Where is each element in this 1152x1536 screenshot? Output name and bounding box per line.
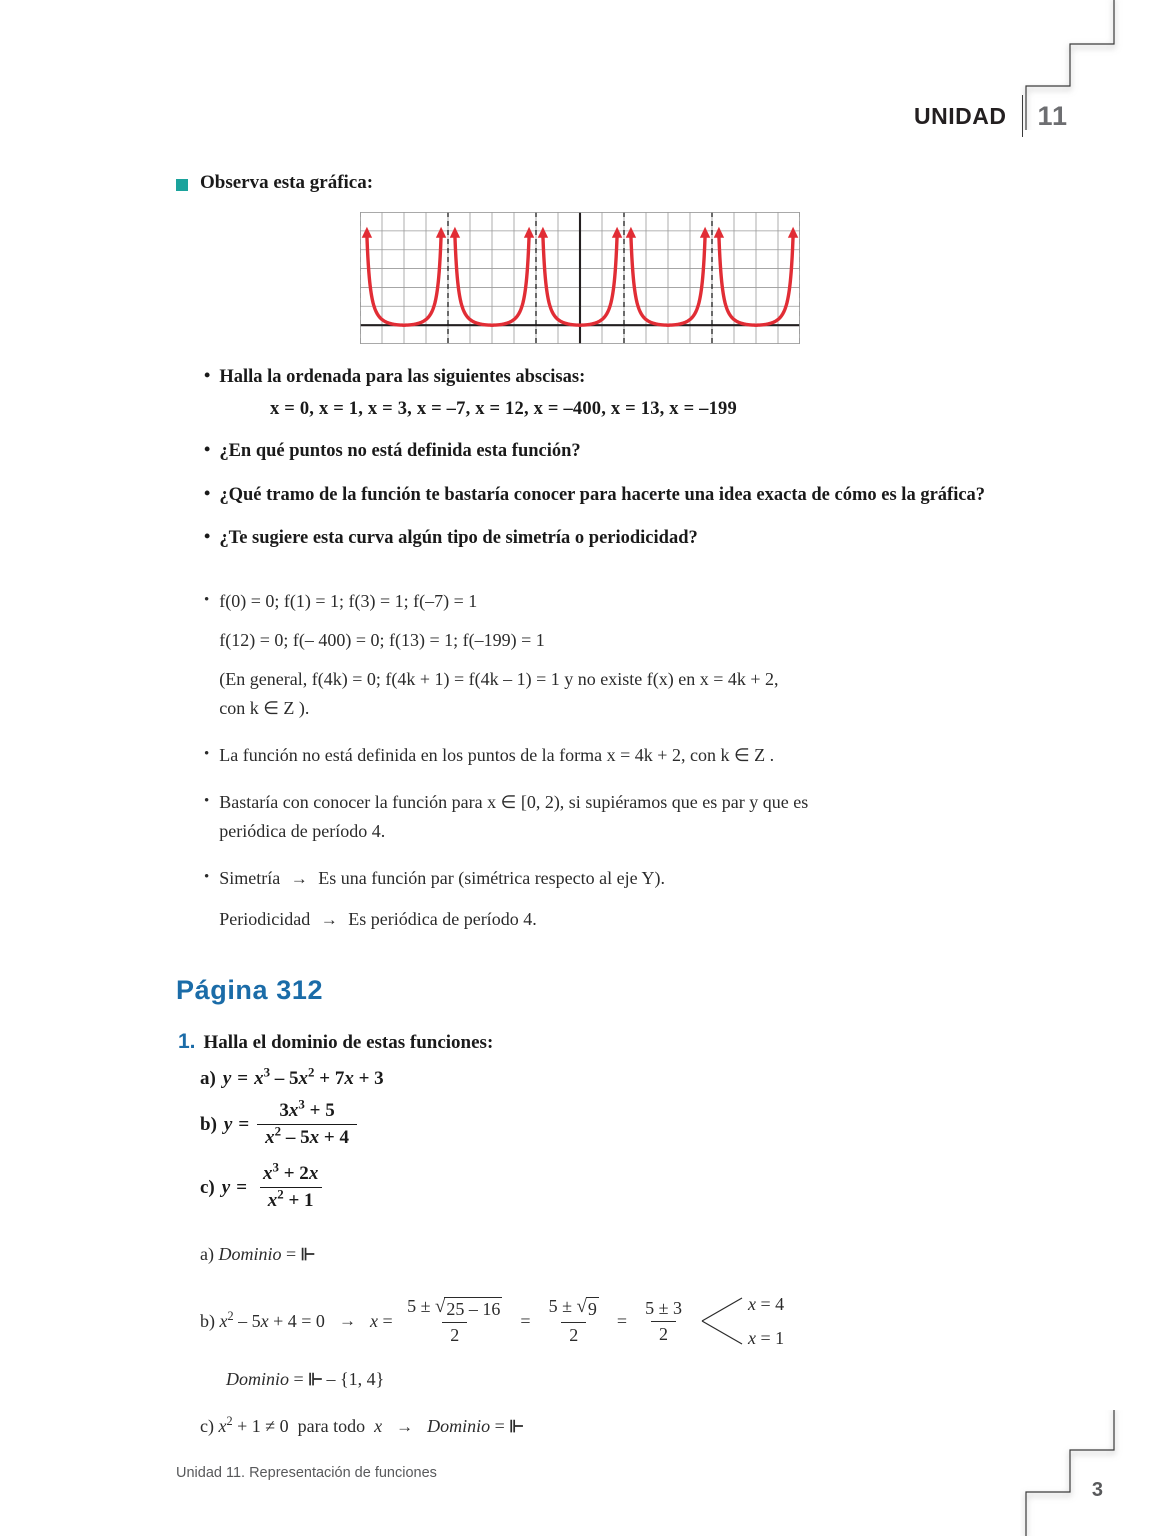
exercise-prompt: Halla el dominio de estas funciones: [203, 1032, 494, 1053]
solution-b-fraction-3: $\frac{5 \pm 3}{2}$ [645, 1297, 682, 1344]
question-item [204, 482, 994, 508]
statement-c: c) y = $\frac{x^3 + 2x}{x^2 + 1}$ [200, 1163, 700, 1212]
solution-b-branch [700, 1287, 784, 1355]
solution-b-root-1: x = 4 [747, 1294, 785, 1314]
unit-number: 11 [1037, 100, 1068, 131]
unit-divider [1022, 95, 1023, 137]
statement-c-label: c) [200, 1176, 215, 1198]
real-numbers-symbol: ⊩ [300, 1244, 315, 1264]
answer-values-line-1: f(0) = 0; f(1) = 1; f(3) = 1; f(–7) = 1 [219, 591, 478, 611]
page-number: 3 [1091, 1479, 1103, 1501]
statement-a-label: a) [200, 1068, 216, 1089]
page-section-heading: Página 312 [176, 975, 324, 1005]
solution-b: b) $x^2 - 5x + 4 = 0$ → x = 5 ± √ 25 – 16 2 = 5 ± √ 9 2 = $\frac{5 \pm 3}{2}$ x = 4 x = 1 [200, 1287, 1000, 1355]
question-item [204, 438, 994, 464]
statement-a-rhs: $x^3 - 5x^2 + 7x + 3$ [254, 1064, 384, 1089]
bullet-dot-icon: • [204, 525, 211, 546]
statement-b: b) y = $\frac{3x^3 + 5}{x^2 - 5x + 4}$ [200, 1100, 700, 1149]
answer-list [204, 588, 1004, 935]
corner-decoration-bottom-right [1020, 1410, 1152, 1536]
bullet-dot-icon: • [204, 592, 210, 608]
exercise-number: 1. [178, 1030, 196, 1053]
solution-b-fraction-2: 5 ± √ 9 2 [548, 1296, 597, 1346]
answer-enough-line-1: Bastaría con conocer la función para x ∈ [0, 2), si supiéramos que es par y que es [219, 792, 809, 812]
answer-item-symmetry [204, 865, 1004, 935]
question-text: ¿Te sugiere esta curva algún tipo de simetría o periodicidad? [219, 527, 698, 548]
bullet-dot-icon: • [204, 439, 211, 460]
statement-b-denominator: $x^2 - 5x + 4$ [257, 1124, 357, 1149]
question-text: Halla la ordenada para las siguientes abscisas: [219, 367, 586, 387]
branch-lines-icon [700, 1293, 744, 1349]
question-text: ¿En qué puntos no está definida esta función? [219, 441, 581, 462]
arrow-right-icon: → [290, 869, 308, 888]
statement-c-denominator: $x^2 + 1$ [260, 1187, 322, 1212]
bullet-dot-icon: • [204, 482, 211, 503]
answer-not-defined-text: La función no está definida en los puntos de la forma x = 4k + 2, con k ∈ Z . [219, 745, 775, 765]
arrow-right-icon: → [338, 1311, 356, 1331]
question-item [204, 525, 994, 551]
periodicity-label: Periodicidad [219, 909, 311, 929]
solution-b-fraction-1: 5 ± √ 25 – 16 2 [407, 1296, 501, 1346]
answer-item-enough [204, 789, 1004, 847]
unit-header [914, 95, 1068, 137]
answer-general-line-1: (En general, f(4k) = 0; f(4k + 1) = f(4k – 1) = 1 y no existe f(x) en x = 4k + 2, [219, 669, 779, 689]
question-text: ¿Qué tramo de la función te bastaría conocer para hacerte una idea exacta de cómo es la gráfica? [219, 484, 986, 505]
statement-a-lhs: y [222, 1068, 232, 1089]
symmetry-label: Simetría [219, 868, 281, 888]
periodicity-text: Es periódica de período 4. [348, 909, 537, 929]
real-numbers-symbol: ⊩ [509, 1416, 524, 1436]
statement-a: a) y = $x^3 - 5x^2 + 7x + 3$ [200, 1064, 384, 1089]
bullet-dot-icon: • [204, 365, 211, 385]
bullet-dot-icon: • [204, 793, 210, 809]
statement-b-fraction [257, 1096, 357, 1149]
statement-c-lhs: y [221, 1176, 231, 1198]
function-graph [360, 212, 800, 349]
statement-b-lhs: y [223, 1113, 233, 1135]
square-bullet-icon [176, 179, 188, 191]
real-numbers-symbol: ⊩ [308, 1369, 322, 1389]
abscissas-text: x = 0, x = 1, x = 3, x = –7, x = 12, x = –400, x = 13, x = –199 [270, 399, 737, 420]
solution-b-root-2: x = 1 [747, 1328, 785, 1349]
answer-item-values [204, 588, 1004, 724]
square-root-icon: √ 9 [576, 1296, 597, 1320]
symmetry-text: Es una función par (simétrica respecto al eje Y). [318, 868, 665, 888]
answer-values-line-2: f(12) = 0; f(– 400) = 0; f(13) = 1; f(–199) = 1 [219, 630, 545, 650]
abscissas-values [270, 399, 994, 420]
footer-text: Unidad 11. Representación de funciones [176, 1465, 437, 1481]
answer-enough-line-2: periódica de período 4. [219, 821, 386, 841]
answer-item-not-defined [204, 742, 1004, 771]
solution-c: c) $x^2 + 1 \ne 0$ para todo x → Dominio = ⊩ [200, 1414, 524, 1437]
exercise-1-solutions [200, 1244, 1000, 1437]
bullet-dot-icon: • [204, 869, 210, 885]
solution-a: a) Dominio = ⊩ [200, 1244, 315, 1264]
solution-b-domain: Dominio = ⊩ – {1, 4} [226, 1369, 385, 1390]
observe-graph-text: Observa esta gráfica: [200, 172, 374, 193]
arrow-right-icon: → [396, 1416, 414, 1436]
bullet-dot-icon: • [204, 746, 210, 762]
observe-graph-heading [176, 172, 373, 194]
question-item [204, 364, 994, 390]
arrow-right-icon: → [320, 910, 338, 929]
question-list [204, 364, 994, 568]
statement-b-label: b) [200, 1113, 217, 1135]
square-root-icon: √ 25 – 16 [434, 1296, 501, 1320]
exercise-statements [200, 1064, 700, 1222]
unit-label: UNIDAD [914, 102, 1007, 129]
answer-general-line-2: con k ∈ Z ). [219, 698, 310, 718]
exercise-1-header [178, 1030, 493, 1054]
statement-c-numerator: $x^3 + 2x$ [263, 1159, 319, 1184]
statement-b-numerator: $3x^3 + 5$ [279, 1096, 335, 1121]
